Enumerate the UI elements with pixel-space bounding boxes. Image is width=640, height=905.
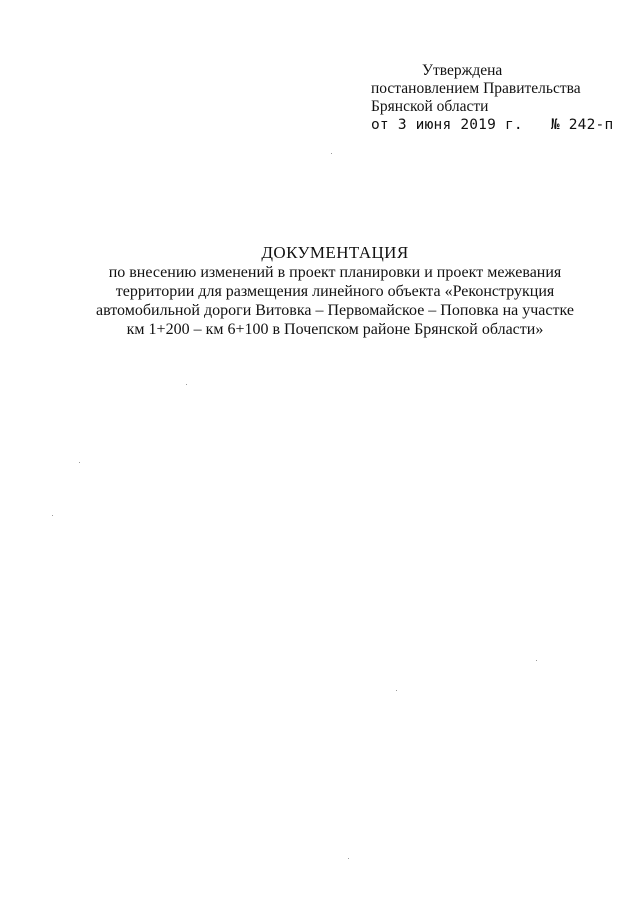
description-line: по внесению изменений в проект планировки и проект межевания [108,264,562,281]
scan-speck [52,515,53,516]
approved-title: Утверждена [422,62,503,79]
scan-speck [186,384,187,385]
scan-speck [396,690,397,691]
scan-speck [331,153,332,154]
description-line: автомобильной дороги Витовка – Первомайское – Поповка на участке [96,302,574,319]
scan-speck [79,462,80,463]
resolution-number: 242-п [568,117,614,133]
scan-speck [536,660,537,661]
document-heading [90,243,580,339]
number-sign: № [550,117,560,133]
scan-speck [348,858,349,859]
date-prefix: от [371,117,389,133]
approval-authority-line: постановлением Правительства [371,80,581,97]
approval-date: 3 июня 2019 г. [397,117,523,133]
description-line: территории для размещения линейного объекта «Реконструкция [115,283,555,300]
approval-block [371,62,621,134]
description-line: км 1+200 – км 6+100 в Почепском районе Брянской области» [126,321,544,338]
approval-region-line: Брянской области [371,98,489,115]
document-description [90,263,580,339]
document-title: ДОКУМЕНТАЦИЯ [261,243,409,262]
approval-date-number-line [371,116,621,134]
